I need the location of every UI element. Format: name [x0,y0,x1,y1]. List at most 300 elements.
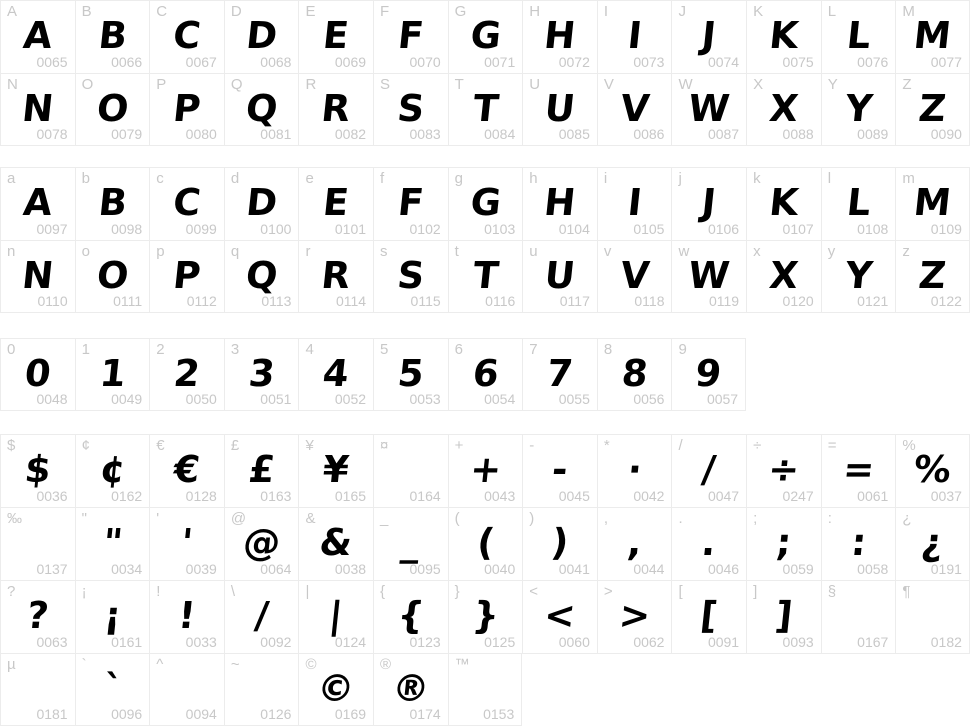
glyph-cell [0,580,75,653]
unicode-decimal-code: 0100 [260,221,292,237]
glyph-cell [298,0,373,73]
glyph-preview: T [470,87,501,130]
unicode-decimal-code: 0058 [857,561,889,577]
unicode-decimal-code: 0083 [409,126,441,142]
glyph-preview: J [700,181,719,224]
glyph-cell [671,167,746,240]
unicode-decimal-code: 0048 [36,391,68,407]
glyph-cell [373,507,448,580]
glyph-cell [149,0,224,73]
unicode-decimal-code: 0098 [111,221,143,237]
glyph-preview: | [327,594,346,637]
character-label: 7 [529,341,538,358]
glyph-cell [373,580,448,653]
glyph-preview: + [467,448,504,491]
glyph-cell [373,434,448,507]
character-label: ) [529,510,535,527]
glyph-cell [746,507,821,580]
character-label: I [603,3,609,20]
character-label: P [156,76,167,93]
glyph-cell [597,580,672,653]
character-label: ™ [454,656,470,673]
glyph-preview: 6 [470,352,501,395]
unicode-decimal-code: 0191 [930,561,962,577]
unicode-decimal-code: 0060 [558,634,590,650]
glyph-cell [373,0,448,73]
character-label: n [7,243,16,260]
glyph-preview: D [244,181,280,224]
unicode-decimal-code: 0084 [484,126,516,142]
glyph-preview: F [395,181,426,224]
character-label: O [81,76,94,93]
glyph-cell [671,73,746,146]
character-label: ÷ [753,437,762,454]
unicode-decimal-code: 0041 [558,561,590,577]
unicode-decimal-code: 0097 [36,221,68,237]
character-label: _ [380,510,389,527]
glyph-preview: S [395,87,427,130]
unicode-decimal-code: 0044 [633,561,665,577]
glyph-cell [597,73,672,146]
character-label: X [753,76,764,93]
glyph-cell [75,240,150,313]
glyph-preview: } [470,594,501,637]
glyph-cell [149,507,224,580]
glyph-cell [149,338,224,411]
unicode-decimal-code: 0092 [260,634,292,650]
glyph-cell [224,240,299,313]
unicode-decimal-code: 0053 [409,391,441,407]
character-label: j [678,170,682,187]
character-label: v [603,243,612,260]
character-label: ] [753,583,758,600]
character-label: M [902,3,915,20]
section-symbols [0,434,970,726]
character-label: % [902,437,916,454]
glyph-preview: $ [22,448,53,491]
unicode-decimal-code: 0114 [335,293,367,309]
unicode-decimal-code: 0085 [558,126,590,142]
unicode-decimal-code: 0096 [111,706,143,722]
glyph-preview: ÷ [766,448,802,491]
glyph-cell [373,653,448,726]
glyph-row [0,434,970,507]
glyph-preview: N [20,254,56,297]
glyph-cell [746,73,821,146]
glyph-preview: ! [176,594,198,637]
unicode-decimal-code: 0046 [707,561,740,577]
glyph-preview: © [315,667,358,710]
unicode-decimal-code: 0067 [185,54,217,70]
character-label: l [827,170,832,187]
glyph-cell [224,580,299,653]
character-label: F [380,3,390,20]
character-label: E [305,3,316,20]
glyph-cell [821,73,896,146]
glyph-preview: X [767,87,801,130]
character-label: k [753,170,761,187]
character-label: t [454,243,459,260]
unicode-decimal-code: 0161 [111,634,143,650]
unicode-decimal-code: 0066 [111,54,143,70]
unicode-decimal-code: 0033 [185,634,217,650]
unicode-decimal-code: 0057 [706,391,739,407]
unicode-decimal-code: 0162 [111,488,143,504]
character-label: ( [454,510,460,527]
glyph-preview: @ [240,521,283,564]
unicode-decimal-code: 0071 [484,54,516,70]
glyph-preview: ¥ [321,448,352,491]
glyph-preview: N [20,87,56,130]
glyph-preview: E [321,181,352,224]
character-label: R [305,76,317,93]
glyph-cell [671,240,746,313]
glyph-preview: > [616,594,653,637]
unicode-decimal-code: 0099 [185,221,217,237]
glyph-cell [298,338,373,411]
unicode-decimal-code: 0069 [334,54,367,70]
unicode-decimal-code: 0120 [782,293,814,309]
unicode-decimal-code: 0106 [707,221,740,237]
glyph-cell [298,434,373,507]
character-label: ¤ [380,437,389,454]
unicode-decimal-code: 0118 [634,293,665,309]
character-label: ; [753,510,758,527]
character-label: [ [678,583,683,600]
character-label: / [678,437,683,454]
glyph-cell [224,507,299,580]
unicode-decimal-code: 0174 [409,706,441,722]
glyph-cell [597,240,672,313]
unicode-decimal-code: 0054 [484,391,516,407]
glyph-cell [821,240,896,313]
glyph-cell [597,0,672,73]
glyph-cell [373,73,448,146]
glyph-cell [895,434,970,507]
glyph-preview: { [395,594,427,637]
character-label: 4 [305,341,314,358]
unicode-decimal-code: 0111 [113,293,143,309]
character-label: K [753,3,764,20]
unicode-decimal-code: 0074 [707,54,740,70]
glyph-preview: 2 [171,352,203,395]
unicode-decimal-code: 0102 [409,221,441,237]
glyph-preview: " [100,521,125,564]
glyph-cell [895,0,970,73]
glyph-cell [149,240,224,313]
glyph-cell [298,580,373,653]
unicode-decimal-code: 0107 [782,221,814,237]
glyph-cell [224,653,299,726]
unicode-decimal-code: 0052 [334,391,367,407]
glyph-preview: £ [246,448,277,491]
character-label: ! [156,583,161,600]
character-label: ‰ [7,510,22,527]
character-label: ` [81,656,87,673]
glyph-row [0,240,970,313]
character-label: ¿ [902,510,912,527]
unicode-decimal-code: 0070 [409,54,441,70]
unicode-decimal-code: 0108 [857,221,889,237]
glyph-preview: 8 [619,352,650,395]
unicode-decimal-code: 0062 [633,634,665,650]
unicode-decimal-code: 0164 [409,488,441,504]
unicode-decimal-code: 0181 [36,706,68,722]
glyph-preview: C [171,14,203,57]
character-label: ¢ [81,437,90,454]
unicode-decimal-code: 0109 [930,221,962,237]
unicode-decimal-code: 0073 [633,54,665,70]
glyph-cell [75,580,150,653]
glyph-preview: L [844,14,873,57]
unicode-decimal-code: 0126 [260,706,292,722]
glyph-cell [746,240,821,313]
character-label: y [827,243,836,260]
glyph-preview: U [542,254,578,297]
glyph-preview: U [542,87,578,130]
glyph-cell [746,167,821,240]
character-label: 3 [230,341,240,358]
glyph-preview: I [625,181,644,224]
glyph-preview: € [171,448,203,491]
glyph-cell [895,507,970,580]
unicode-decimal-code: 0122 [930,293,962,309]
unicode-decimal-code: 0105 [633,221,665,237]
unicode-decimal-code: 0072 [558,54,590,70]
glyph-cell [0,0,75,73]
glyph-cell [298,167,373,240]
glyph-preview: S [395,254,427,297]
unicode-decimal-code: 0093 [782,634,814,650]
glyph-preview: Z [916,87,949,130]
glyph-preview: ¿ [919,521,946,564]
glyph-cell [895,240,970,313]
glyph-preview: H [542,181,578,224]
glyph-preview: R [319,87,353,130]
glyph-cell [671,338,746,411]
glyph-preview: ® [390,667,432,710]
glyph-cell [0,240,75,313]
glyph-preview: M [911,181,954,224]
unicode-decimal-code: 0153 [483,706,515,722]
glyph-cell [522,240,597,313]
unicode-decimal-code: 0115 [410,293,441,309]
glyph-cell [298,73,373,146]
glyph-preview: 9 [693,352,724,395]
unicode-decimal-code: 0045 [558,488,590,504]
glyph-preview: E [321,14,352,57]
character-label: h [529,170,538,187]
glyph-cell [448,580,523,653]
character-label: Y [827,76,838,93]
glyph-preview: G [468,181,503,224]
character-label: + [454,437,464,454]
glyph-row [0,73,970,146]
glyph-cell [597,507,672,580]
glyph-preview: ] [773,594,795,637]
character-label: N [7,76,18,93]
glyph-preview: / [700,448,719,491]
character-label: { [380,583,386,600]
character-label: C [156,3,168,20]
character-label: W [678,76,693,93]
unicode-decimal-code: 0063 [36,634,68,650]
unicode-decimal-code: 0064 [260,561,292,577]
unicode-decimal-code: 0128 [185,488,217,504]
glyph-preview: Q [243,87,280,130]
glyph-cell [149,580,224,653]
unicode-decimal-code: 0081 [260,126,292,142]
glyph-preview: A [21,181,55,224]
glyph-preview: . [700,521,719,564]
glyph-cell [448,240,523,313]
character-label: f [380,170,385,187]
character-label: Q [230,76,243,93]
unicode-decimal-code: 0038 [334,561,367,577]
glyph-preview: [ [698,594,721,637]
character-label: 9 [678,341,687,358]
unicode-decimal-code: 0167 [857,634,889,650]
glyph-preview: Z [916,254,949,297]
glyph-cell [298,507,373,580]
glyph-preview: · [625,448,645,491]
glyph-cell [597,434,672,507]
unicode-decimal-code: 0086 [633,126,665,142]
character-label: ? [7,583,16,600]
character-label: Z [902,76,912,93]
unicode-decimal-code: 0078 [36,126,68,142]
glyph-cell [522,0,597,73]
glyph-cell [224,73,299,146]
character-label: B [81,3,92,20]
unicode-decimal-code: 0055 [558,391,590,407]
unicode-decimal-code: 0137 [36,561,68,577]
glyph-cell [895,73,970,146]
glyph-preview: 0 [22,352,53,395]
glyph-preview: = [840,448,877,491]
unicode-decimal-code: 0042 [633,488,665,504]
glyph-preview: B [96,181,129,224]
character-label: H [529,3,541,20]
glyph-cell [895,167,970,240]
glyph-cell [522,434,597,507]
section-uppercase-letters [0,0,970,146]
glyph-row [0,338,746,411]
character-label: £ [230,437,240,454]
glyph-preview: % [911,448,954,491]
unicode-decimal-code: 0061 [857,488,889,504]
glyph-preview: O [94,87,131,130]
unicode-decimal-code: 0056 [633,391,665,407]
character-label: u [529,243,538,260]
glyph-preview: ' [179,521,195,564]
character-label: 1 [81,341,90,358]
glyph-cell [149,73,224,146]
glyph-cell [75,338,150,411]
unicode-decimal-code: 0047 [707,488,740,504]
character-label: w [678,243,690,260]
glyph-cell [821,507,896,580]
section-lowercase-letters [0,167,970,313]
character-label: µ [7,656,16,673]
unicode-decimal-code: 0089 [857,126,889,142]
glyph-preview: ? [24,594,51,637]
glyph-cell [522,338,597,411]
character-label: 5 [380,341,389,358]
character-label: z [902,243,910,260]
glyph-cell [149,653,224,726]
character-label: @ [230,510,247,527]
glyph-preview: < [542,594,578,637]
unicode-decimal-code: 0165 [334,488,367,504]
character-label: g [454,170,463,187]
character-label: © [305,656,317,673]
glyph-preview: A [21,14,55,57]
character-label: ' [156,510,160,527]
character-label: c [156,170,164,187]
unicode-decimal-code: 0076 [857,54,889,70]
glyph-cell [75,507,150,580]
unicode-decimal-code: 0247 [782,488,814,504]
glyph-cell [75,653,150,726]
character-label: " [81,510,87,527]
character-label: L [827,3,837,20]
unicode-decimal-code: 0043 [484,488,516,504]
glyph-cell [298,240,373,313]
glyph-preview: Q [243,254,280,297]
glyph-cell [448,653,523,726]
glyph-cell [224,0,299,73]
character-label: ~ [230,656,240,673]
character-label: 8 [603,341,613,358]
glyph-preview: G [468,14,503,57]
glyph-row [0,0,970,73]
character-label: $ [7,437,16,454]
character-label: * [603,437,610,454]
unicode-decimal-code: 0103 [484,221,516,237]
unicode-decimal-code: 0095 [409,561,441,577]
character-label: & [305,510,316,527]
unicode-decimal-code: 0117 [559,293,590,309]
unicode-decimal-code: 0124 [334,634,367,650]
unicode-decimal-code: 0049 [111,391,143,407]
unicode-decimal-code: 0169 [334,706,367,722]
character-label: > [603,583,613,600]
character-label: S [380,76,391,93]
unicode-decimal-code: 0090 [930,126,962,142]
character-label: 6 [454,341,463,358]
glyph-row [0,167,970,240]
glyph-cell [597,167,672,240]
character-label: U [529,76,541,93]
glyph-cell [373,338,448,411]
unicode-decimal-code: 0039 [185,561,217,577]
glyph-cell [448,434,523,507]
glyph-cell [224,167,299,240]
glyph-preview: K [767,181,801,224]
unicode-decimal-code: 0110 [37,293,68,309]
character-label: e [305,170,314,187]
unicode-decimal-code: 0094 [185,706,217,722]
unicode-decimal-code: 0104 [558,221,590,237]
unicode-decimal-code: 0080 [185,126,217,142]
glyph-cell [821,434,896,507]
glyph-preview: H [542,14,578,57]
unicode-decimal-code: 0121 [857,293,889,309]
glyph-cell [75,0,150,73]
unicode-decimal-code: 0082 [334,126,367,142]
unicode-decimal-code: 0088 [782,126,814,142]
